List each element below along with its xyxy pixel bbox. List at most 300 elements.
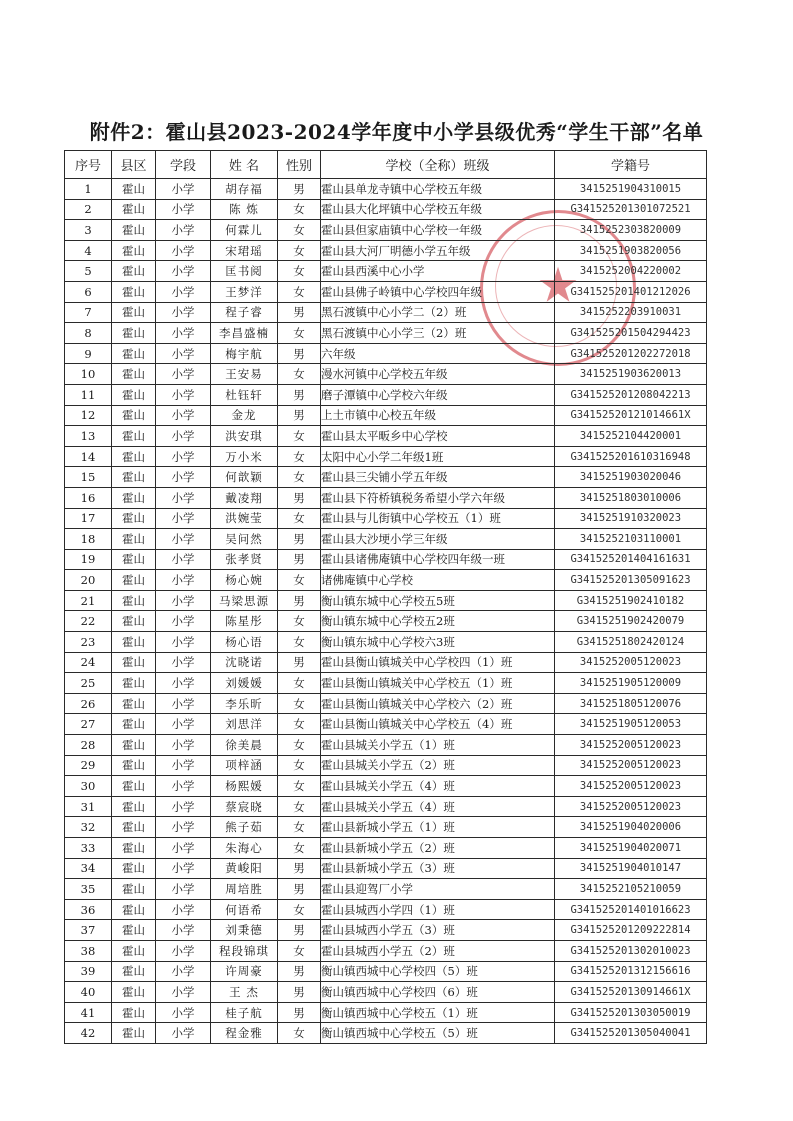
row-stage: 小学 <box>156 755 211 776</box>
row-index: 12 <box>65 405 112 426</box>
row-student-id: 3415252004220002 <box>555 261 707 282</box>
row-school-class: 霍山县衡山镇城关中心学校五（1）班 <box>321 673 555 694</box>
row-gender: 女 <box>278 735 321 756</box>
table-row <box>65 714 707 735</box>
row-gender: 男 <box>278 1002 321 1023</box>
row-index: 30 <box>65 776 112 797</box>
row-gender: 女 <box>278 1023 321 1044</box>
row-gender: 男 <box>278 652 321 673</box>
row-county: 霍山 <box>112 961 156 982</box>
row-gender: 男 <box>278 961 321 982</box>
row-county: 霍山 <box>112 364 156 385</box>
row-student-name: 金龙 <box>211 405 278 426</box>
row-stage: 小学 <box>156 364 211 385</box>
row-index: 24 <box>65 652 112 673</box>
table-row <box>65 776 707 797</box>
row-student-name: 项梓涵 <box>211 755 278 776</box>
table-row <box>65 982 707 1003</box>
row-stage: 小学 <box>156 384 211 405</box>
row-stage: 小学 <box>156 673 211 694</box>
row-gender: 女 <box>278 632 321 653</box>
row-school-class: 霍山县与儿街镇中心学校五（1）班 <box>321 508 555 529</box>
row-gender: 女 <box>278 899 321 920</box>
row-stage: 小学 <box>156 179 211 200</box>
row-stage: 小学 <box>156 549 211 570</box>
row-gender: 女 <box>278 570 321 591</box>
row-stage: 小学 <box>156 632 211 653</box>
table-row <box>65 529 707 550</box>
row-student-name: 宋珺瑶 <box>211 240 278 261</box>
row-county: 霍山 <box>112 508 156 529</box>
row-index: 10 <box>65 364 112 385</box>
table-row <box>65 755 707 776</box>
row-school-class: 衡山镇西城中心学校四（5）班 <box>321 961 555 982</box>
row-index: 7 <box>65 302 112 323</box>
row-student-id: G341525201312156616 <box>555 961 707 982</box>
row-student-id: 3415252005120023 <box>555 776 707 797</box>
row-stage: 小学 <box>156 323 211 344</box>
row-student-id: 3415252105210059 <box>555 879 707 900</box>
table-row <box>65 508 707 529</box>
row-stage: 小学 <box>156 529 211 550</box>
row-student-id: 3415251803010006 <box>555 487 707 508</box>
row-school-class: 磨子潭镇中心学校六年级 <box>321 384 555 405</box>
row-student-id: 3415252103110001 <box>555 529 707 550</box>
row-student-id: G341525201610316948 <box>555 446 707 467</box>
table-row <box>65 632 707 653</box>
row-gender: 男 <box>278 179 321 200</box>
table-body <box>65 179 707 1044</box>
row-student-name: 何语希 <box>211 899 278 920</box>
row-school-class: 霍山县城关小学五（4）班 <box>321 776 555 797</box>
row-student-name: 李乐昕 <box>211 693 278 714</box>
row-gender: 女 <box>278 508 321 529</box>
row-county: 霍山 <box>112 323 156 344</box>
row-gender: 女 <box>278 426 321 447</box>
row-gender: 男 <box>278 343 321 364</box>
row-student-id: G341525201210146​61X <box>555 405 707 426</box>
row-index: 11 <box>65 384 112 405</box>
table-row <box>65 364 707 385</box>
row-student-id: 3415252005120023 <box>555 652 707 673</box>
row-student-id: G341525201209222814 <box>555 920 707 941</box>
row-stage: 小学 <box>156 1002 211 1023</box>
row-stage: 小学 <box>156 302 211 323</box>
row-index: 21 <box>65 590 112 611</box>
row-school-class: 诸佛庵镇中心学校 <box>321 570 555 591</box>
row-gender: 男 <box>278 384 321 405</box>
row-county: 霍山 <box>112 693 156 714</box>
row-gender: 女 <box>278 281 321 302</box>
row-student-name: 熊子茹 <box>211 817 278 838</box>
row-school-class: 霍山县大河厂明德小学五年级 <box>321 240 555 261</box>
row-county: 霍山 <box>112 487 156 508</box>
row-gender: 女 <box>278 776 321 797</box>
table-row <box>65 735 707 756</box>
header-county: 县区 <box>112 151 156 179</box>
row-student-name: 张孝贤 <box>211 549 278 570</box>
table-row <box>65 220 707 241</box>
table-row <box>65 570 707 591</box>
row-index: 42 <box>65 1023 112 1044</box>
row-student-name: 马梁思源 <box>211 590 278 611</box>
row-county: 霍山 <box>112 920 156 941</box>
row-stage: 小学 <box>156 508 211 529</box>
row-gender: 女 <box>278 714 321 735</box>
row-gender: 男 <box>278 529 321 550</box>
row-student-name: 程段锦琪 <box>211 940 278 961</box>
row-student-id: 3415251904020071 <box>555 838 707 859</box>
row-school-class: 霍山县城关小学五（4）班 <box>321 796 555 817</box>
row-index: 20 <box>65 570 112 591</box>
row-index: 6 <box>65 281 112 302</box>
row-school-class: 霍山县城西小学五（2）班 <box>321 940 555 961</box>
row-county: 霍山 <box>112 735 156 756</box>
header-gender: 性别 <box>278 151 321 179</box>
row-gender: 女 <box>278 611 321 632</box>
row-index: 17 <box>65 508 112 529</box>
row-index: 19 <box>65 549 112 570</box>
row-county: 霍山 <box>112 796 156 817</box>
table-row <box>65 281 707 302</box>
row-student-id: 3415251904010147 <box>555 858 707 879</box>
row-county: 霍山 <box>112 529 156 550</box>
row-student-id: 3415251904310015 <box>555 179 707 200</box>
row-county: 霍山 <box>112 673 156 694</box>
row-student-name: 杜钰轩 <box>211 384 278 405</box>
row-stage: 小学 <box>156 281 211 302</box>
roster-table <box>64 150 707 1044</box>
table-row <box>65 240 707 261</box>
row-stage: 小学 <box>156 920 211 941</box>
row-school-class: 霍山县新城小学五（1）班 <box>321 817 555 838</box>
row-school-class: 霍山县城西小学五（3）班 <box>321 920 555 941</box>
row-student-id: G341525201208042213 <box>555 384 707 405</box>
table-row <box>65 1002 707 1023</box>
row-county: 霍山 <box>112 446 156 467</box>
row-gender: 男 <box>278 302 321 323</box>
row-gender: 女 <box>278 261 321 282</box>
row-county: 霍山 <box>112 384 156 405</box>
row-index: 36 <box>65 899 112 920</box>
row-student-id: 3415252104420001 <box>555 426 707 447</box>
row-gender: 女 <box>278 755 321 776</box>
table-row <box>65 920 707 941</box>
row-county: 霍山 <box>112 755 156 776</box>
row-county: 霍山 <box>112 940 156 961</box>
row-student-name: 吴问然 <box>211 529 278 550</box>
table-row <box>65 549 707 570</box>
row-stage: 小学 <box>156 858 211 879</box>
row-student-id: G3415251802420124 <box>555 632 707 653</box>
table-row <box>65 446 707 467</box>
row-student-name: 徐美晨 <box>211 735 278 756</box>
row-student-id: 3415252005120023 <box>555 796 707 817</box>
row-stage: 小学 <box>156 446 211 467</box>
row-stage: 小学 <box>156 426 211 447</box>
header-school: 学校（全称）班级 <box>321 151 555 179</box>
row-stage: 小学 <box>156 487 211 508</box>
row-student-name: 蔡宸晓 <box>211 796 278 817</box>
row-stage: 小学 <box>156 467 211 488</box>
table-row <box>65 1023 707 1044</box>
row-student-id: G341525201401212026 <box>555 281 707 302</box>
row-stage: 小学 <box>156 611 211 632</box>
row-school-class: 霍山县城关小学五（1）班 <box>321 735 555 756</box>
row-school-class: 霍山县佛子岭镇中心学校四年级 <box>321 281 555 302</box>
row-county: 霍山 <box>112 714 156 735</box>
row-county: 霍山 <box>112 838 156 859</box>
row-stage: 小学 <box>156 1023 211 1044</box>
row-index: 29 <box>65 755 112 776</box>
row-index: 3 <box>65 220 112 241</box>
row-student-id: G341525201202272018 <box>555 343 707 364</box>
row-student-name: 许周豪 <box>211 961 278 982</box>
row-student-id: 3415252005120023 <box>555 735 707 756</box>
table-row <box>65 343 707 364</box>
row-stage: 小学 <box>156 570 211 591</box>
row-school-class: 衡山镇西城中心学校五（1）班 <box>321 1002 555 1023</box>
row-school-class: 霍山县迎驾厂小学 <box>321 879 555 900</box>
row-student-id: 3415251905120009 <box>555 673 707 694</box>
table-row <box>65 590 707 611</box>
row-student-id: 3415251903020046 <box>555 467 707 488</box>
row-stage: 小学 <box>156 240 211 261</box>
row-county: 霍山 <box>112 982 156 1003</box>
row-student-name: 杨心婉 <box>211 570 278 591</box>
row-stage: 小学 <box>156 817 211 838</box>
row-stage: 小学 <box>156 590 211 611</box>
row-index: 26 <box>65 693 112 714</box>
row-gender: 男 <box>278 549 321 570</box>
table-row <box>65 261 707 282</box>
row-student-id: 3415252203910031 <box>555 302 707 323</box>
row-student-id: G341525201302010023 <box>555 940 707 961</box>
row-county: 霍山 <box>112 858 156 879</box>
row-school-class: 霍山县衡山镇城关中心学校五（4）班 <box>321 714 555 735</box>
row-stage: 小学 <box>156 405 211 426</box>
row-gender: 男 <box>278 879 321 900</box>
row-student-name: 周培胜 <box>211 879 278 900</box>
row-gender: 女 <box>278 940 321 961</box>
row-student-name: 何霖儿 <box>211 220 278 241</box>
row-index: 8 <box>65 323 112 344</box>
row-stage: 小学 <box>156 714 211 735</box>
row-gender: 男 <box>278 920 321 941</box>
row-index: 35 <box>65 879 112 900</box>
row-student-id: G341525201305091623 <box>555 570 707 591</box>
row-index: 39 <box>65 961 112 982</box>
row-student-name: 何歆颖 <box>211 467 278 488</box>
row-county: 霍山 <box>112 467 156 488</box>
row-student-id: G341525201305040041 <box>555 1023 707 1044</box>
row-student-name: 陈星彤 <box>211 611 278 632</box>
row-school-class: 霍山县西溪中心小学 <box>321 261 555 282</box>
row-gender: 女 <box>278 199 321 220</box>
row-school-class: 黑石渡镇中心小学三（2）班 <box>321 323 555 344</box>
row-student-name: 洪婉莹 <box>211 508 278 529</box>
table-row <box>65 384 707 405</box>
row-index: 2 <box>65 199 112 220</box>
row-student-id: 3415251805120076 <box>555 693 707 714</box>
row-school-class: 衡山镇东城中心学校六3班 <box>321 632 555 653</box>
row-school-class: 太阳中心小学二年级1班 <box>321 446 555 467</box>
row-school-class: 霍山县衡山镇城关中心学校六（2）班 <box>321 693 555 714</box>
row-school-class: 漫水河镇中心学校五年级 <box>321 364 555 385</box>
row-index: 27 <box>65 714 112 735</box>
row-gender: 女 <box>278 220 321 241</box>
row-stage: 小学 <box>156 776 211 797</box>
row-index: 37 <box>65 920 112 941</box>
row-student-id: G341525201404161631 <box>555 549 707 570</box>
row-county: 霍山 <box>112 281 156 302</box>
row-school-class: 上土市镇中心校五年级 <box>321 405 555 426</box>
star-icon: ★ <box>536 257 580 314</box>
row-county: 霍山 <box>112 1023 156 1044</box>
row-school-class: 衡山镇东城中心学校五2班 <box>321 611 555 632</box>
row-county: 霍山 <box>112 776 156 797</box>
row-student-id: G341525201309146​61X <box>555 982 707 1003</box>
row-stage: 小学 <box>156 838 211 859</box>
row-school-class: 霍山县衡山镇城关中心学校四（1）班 <box>321 652 555 673</box>
row-index: 15 <box>65 467 112 488</box>
table-row <box>65 652 707 673</box>
table-row <box>65 323 707 344</box>
row-stage: 小学 <box>156 940 211 961</box>
table-row <box>65 940 707 961</box>
row-index: 14 <box>65 446 112 467</box>
row-county: 霍山 <box>112 240 156 261</box>
row-student-name: 沈晓诺 <box>211 652 278 673</box>
row-school-class: 霍山县城关小学五（2）班 <box>321 755 555 776</box>
row-county: 霍山 <box>112 879 156 900</box>
row-gender: 男 <box>278 858 321 879</box>
row-school-class: 衡山镇东城中心学校五5班 <box>321 590 555 611</box>
row-gender: 女 <box>278 817 321 838</box>
table-row <box>65 179 707 200</box>
row-student-name: 万小米 <box>211 446 278 467</box>
table-row <box>65 302 707 323</box>
table-row <box>65 467 707 488</box>
row-index: 40 <box>65 982 112 1003</box>
row-student-id: 3415252303820009 <box>555 220 707 241</box>
row-student-id: 3415251904020006 <box>555 817 707 838</box>
table-row <box>65 899 707 920</box>
row-index: 13 <box>65 426 112 447</box>
row-school-class: 霍山县太平畈乡中心学校 <box>321 426 555 447</box>
row-index: 38 <box>65 940 112 961</box>
header-student-id: 学籍号 <box>555 151 707 179</box>
row-student-id: G3415251902420079 <box>555 611 707 632</box>
row-gender: 女 <box>278 446 321 467</box>
row-student-id: 3415251905120053 <box>555 714 707 735</box>
row-student-name: 梅宇航 <box>211 343 278 364</box>
row-gender: 男 <box>278 405 321 426</box>
table-row <box>65 693 707 714</box>
table-header-row <box>65 151 707 179</box>
row-student-name: 桂子航 <box>211 1002 278 1023</box>
row-index: 4 <box>65 240 112 261</box>
table-row <box>65 796 707 817</box>
row-county: 霍山 <box>112 179 156 200</box>
row-student-name: 刘秉德 <box>211 920 278 941</box>
row-county: 霍山 <box>112 405 156 426</box>
table-row <box>65 426 707 447</box>
row-student-name: 洪安琪 <box>211 426 278 447</box>
row-index: 18 <box>65 529 112 550</box>
row-county: 霍山 <box>112 199 156 220</box>
table-row <box>65 199 707 220</box>
row-county: 霍山 <box>112 652 156 673</box>
row-stage: 小学 <box>156 261 211 282</box>
row-gender: 女 <box>278 796 321 817</box>
row-student-name: 戴凌翔 <box>211 487 278 508</box>
row-school-class: 霍山县下符桥镇税务希望小学六年级 <box>321 487 555 508</box>
row-index: 32 <box>65 817 112 838</box>
row-county: 霍山 <box>112 611 156 632</box>
row-student-name: 杨熙媛 <box>211 776 278 797</box>
table-row <box>65 838 707 859</box>
row-county: 霍山 <box>112 1002 156 1023</box>
row-index: 31 <box>65 796 112 817</box>
row-index: 22 <box>65 611 112 632</box>
header-index: 序号 <box>65 151 112 179</box>
row-student-id: G341525201504294423 <box>555 323 707 344</box>
row-county: 霍山 <box>112 590 156 611</box>
row-school-class: 六年级 <box>321 343 555 364</box>
row-student-name: 朱海心 <box>211 838 278 859</box>
row-school-class: 霍山县大沙埂小学三年级 <box>321 529 555 550</box>
table-row <box>65 879 707 900</box>
table-row <box>65 858 707 879</box>
row-stage: 小学 <box>156 982 211 1003</box>
row-student-name: 胡存福 <box>211 179 278 200</box>
row-student-id: 3415251903620013 <box>555 364 707 385</box>
row-student-name: 刘思洋 <box>211 714 278 735</box>
row-county: 霍山 <box>112 343 156 364</box>
row-gender: 女 <box>278 693 321 714</box>
row-index: 41 <box>65 1002 112 1023</box>
row-student-id: G341525201401016623 <box>555 899 707 920</box>
row-school-class: 霍山县但家庙镇中心学校一年级 <box>321 220 555 241</box>
row-county: 霍山 <box>112 426 156 447</box>
row-stage: 小学 <box>156 343 211 364</box>
row-school-class: 霍山县新城小学五（2）班 <box>321 838 555 859</box>
row-school-class: 衡山镇西城中心学校五（5）班 <box>321 1023 555 1044</box>
row-stage: 小学 <box>156 735 211 756</box>
row-stage: 小学 <box>156 220 211 241</box>
row-gender: 女 <box>278 467 321 488</box>
row-gender: 男 <box>278 982 321 1003</box>
page-title: 附件2：霍山县2023-2024学年度中小学县级优秀“学生干部”名单 <box>89 120 704 144</box>
table-row <box>65 487 707 508</box>
row-school-class: 霍山县新城小学五（3）班 <box>321 858 555 879</box>
row-school-class: 霍山县三尖铺小学五年级 <box>321 467 555 488</box>
row-student-name: 王安易 <box>211 364 278 385</box>
row-gender: 女 <box>278 673 321 694</box>
row-stage: 小学 <box>156 899 211 920</box>
row-school-class: 霍山县大化坪镇中心学校五年级 <box>321 199 555 220</box>
row-index: 23 <box>65 632 112 653</box>
row-student-name: 刘媛媛 <box>211 673 278 694</box>
table-row <box>65 673 707 694</box>
row-index: 25 <box>65 673 112 694</box>
table-row <box>65 405 707 426</box>
row-gender: 女 <box>278 838 321 859</box>
row-stage: 小学 <box>156 879 211 900</box>
row-index: 1 <box>65 179 112 200</box>
row-student-id: G3415252013010725​21 <box>555 199 707 220</box>
